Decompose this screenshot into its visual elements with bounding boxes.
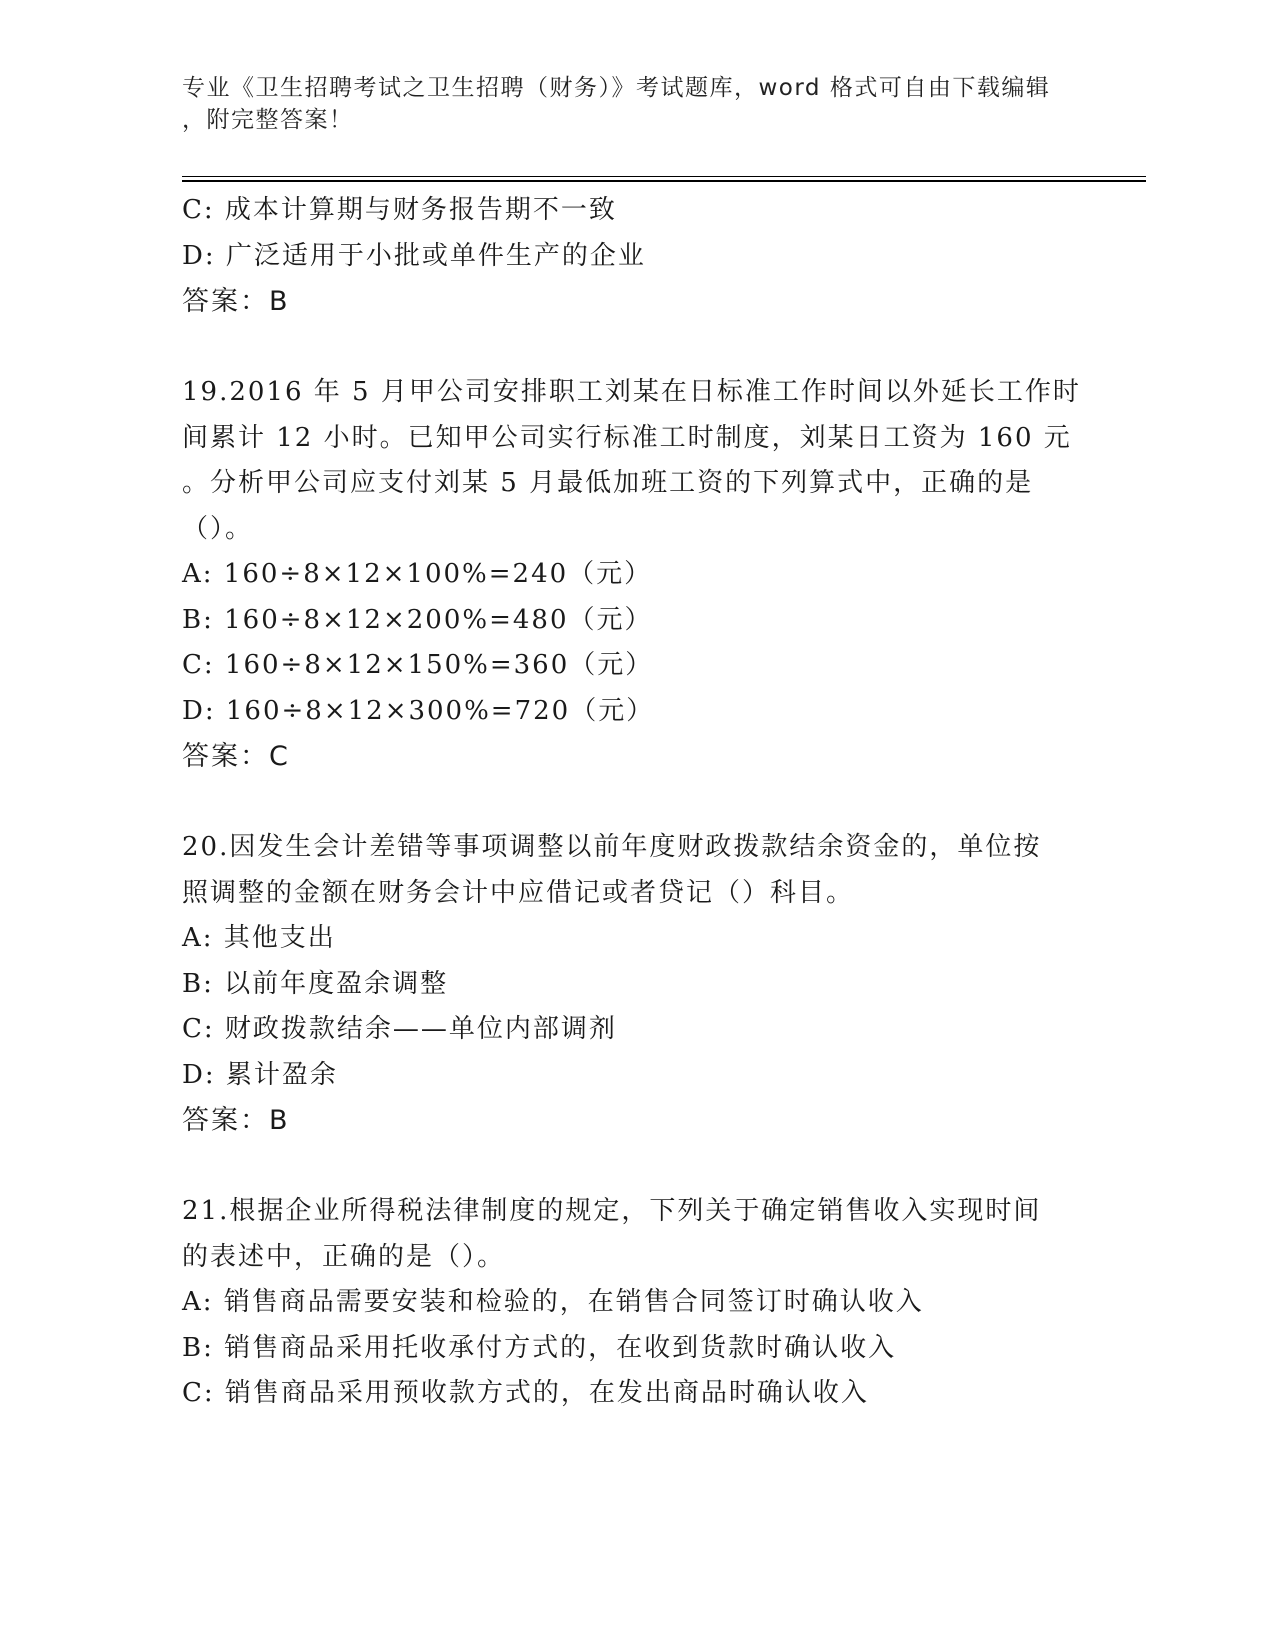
question-text-line: 20.因发生会计差错等事项调整以前年度财政拨款结余资金的，单位按	[182, 832, 1042, 862]
question-18	[182, 188, 1082, 325]
answer-line: 答案：C	[182, 741, 290, 772]
option-a: A: 销售商品需要安装和检验的，在销售合同签订时确认收入	[182, 1287, 924, 1317]
option-a: A: 160÷8×12×100%=240（元）	[182, 559, 653, 589]
question-text-line: 19.2016 年 5 月甲公司安排职工刘某在日标准工作时间以外延长工作时	[182, 377, 1081, 407]
question-text-line: （）。	[182, 513, 254, 544]
question-text-line: 21.根据企业所得税法律制度的规定，下列关于确定销售收入实现时间	[182, 1196, 1042, 1226]
option-d: D: 160÷8×12×300%=720（元）	[182, 695, 655, 726]
option-c: C: 成本计算期与财务报告期不一致	[182, 195, 617, 225]
header-line-1: 专业《卫生招聘考试之卫生招聘（财务）》考试题库，word 格式可自由下载编辑	[182, 75, 1051, 101]
option-c: C: 160÷8×12×150%=360（元）	[182, 650, 654, 680]
question-text-line: 照调整的金额在财务会计中应借记或者贷记（）科目。	[182, 877, 855, 908]
question-text-line: 的表述中，正确的是（）。	[182, 1241, 506, 1272]
question-text-line: 间累计 12 小时。已知甲公司实行标准工时制度，刘某日工资为 160 元	[182, 422, 1072, 453]
question-content	[182, 188, 1082, 1417]
question-20	[182, 825, 1082, 1144]
option-b: B: 销售商品采用托收承付方式的，在收到货款时确认收入	[182, 1332, 897, 1363]
header-divider-thin	[182, 176, 1146, 177]
option-d: D: 广泛适用于小批或单件生产的企业	[182, 240, 646, 271]
page-header	[182, 72, 1062, 136]
option-b: B: 以前年度盈余调整	[182, 968, 449, 999]
option-c: C: 销售商品采用预收款方式的，在发出商品时确认收入	[182, 1378, 869, 1408]
option-d: D: 累计盈余	[182, 1059, 338, 1090]
spacer	[182, 1144, 1082, 1190]
option-a: A: 其他支出	[182, 923, 336, 953]
spacer	[182, 780, 1082, 826]
question-text-line: 。分析甲公司应支付刘某 5 月最低加班工资的下列算式中，正确的是	[182, 468, 1034, 498]
header-line-2: ，附完整答案！	[182, 107, 354, 133]
option-b: B: 160÷8×12×200%=480（元）	[182, 604, 653, 635]
question-21	[182, 1189, 1082, 1417]
answer-line: 答案：B	[182, 1105, 290, 1136]
answer-line: 答案：B	[182, 286, 290, 317]
header-divider-thick	[182, 180, 1146, 182]
question-19	[182, 370, 1082, 780]
spacer	[182, 325, 1082, 371]
option-c: C: 财政拨款结余——单位内部调剂	[182, 1014, 617, 1044]
